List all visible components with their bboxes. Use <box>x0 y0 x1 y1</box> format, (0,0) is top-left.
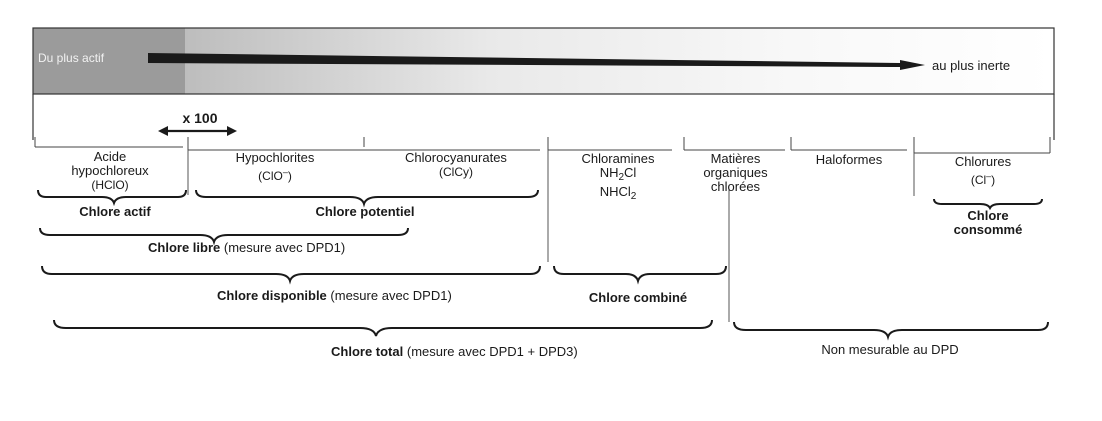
category-hclo <box>40 150 180 192</box>
hclo-line2: hypochloreux <box>71 163 149 178</box>
haloformes-name: Haloformes <box>815 152 883 167</box>
header-left-label: Du plus actif <box>38 51 105 65</box>
hclo-line3: (HClO) <box>91 178 129 192</box>
chlore-total-note: (mesure avec DPD1 + DPD3) <box>406 344 578 359</box>
category-chloramines <box>553 152 683 204</box>
label-chlore-total <box>331 345 578 359</box>
clo-formula: (ClO–) <box>258 167 292 183</box>
matieres-line1: Matières <box>710 151 761 166</box>
category-chlorocyanurates <box>372 151 540 179</box>
label-chlore-actif: Chlore actif <box>79 204 151 219</box>
multiplier-label: x 100 <box>182 110 218 126</box>
double-arrow-icon <box>158 126 237 136</box>
clo-name: Hypochlorites <box>235 150 315 165</box>
chlore-libre-note: (mesure avec DPD1) <box>223 240 346 255</box>
label-chlore-potentiel: Chlore potentiel <box>315 204 415 219</box>
brace-chlore-potentiel <box>196 190 538 204</box>
chlore-libre-title: Chlore libre <box>148 240 221 255</box>
chloramines-formula2: NHCl$_2$ <box>599 184 637 202</box>
category-chlorures <box>916 155 1050 187</box>
chlorures-name: Chlorures <box>954 154 1012 169</box>
label-chlore-libre <box>148 241 345 255</box>
brace-chlore-consomme <box>934 199 1042 208</box>
category-separators <box>35 137 1050 153</box>
clcy-formula: (ClCy) <box>439 165 473 179</box>
brace-chlore-combine <box>554 266 726 281</box>
matieres-line3: chlorées <box>710 179 761 194</box>
clcy-name: Chlorocyanurates <box>405 150 507 165</box>
brace-chlore-total <box>54 320 712 336</box>
header-right-label: au plus inerte <box>932 58 1011 73</box>
label-non-mesurable: Non mesurable au DPD <box>821 342 959 357</box>
matieres-line2: organiques <box>703 165 768 180</box>
chlore-consomme-line1: Chlore <box>967 208 1009 223</box>
label-chlore-disponible <box>217 289 452 303</box>
chlore-disponible-title: Chlore disponible <box>217 288 327 303</box>
category-haloformes <box>791 153 907 167</box>
hclo-line1: Acide <box>93 149 127 164</box>
chloramines-name: Chloramines <box>581 151 655 166</box>
category-hypochlorites <box>200 151 350 183</box>
label-chlore-consomme <box>930 209 1046 237</box>
chloramines-formula1: $NH_2Cl$ <box>599 165 637 183</box>
label-chlore-combine: Chlore combiné <box>588 290 688 305</box>
activity-arrow-icon <box>148 53 925 70</box>
chlore-consomme-line2: consommé <box>953 222 1023 237</box>
chlore-total-title: Chlore total <box>331 344 404 359</box>
brace-non-mesurable <box>734 322 1048 337</box>
category-matieres-organiques <box>683 152 788 194</box>
chlore-disponible-note: (mesure avec DPD1) <box>330 288 452 303</box>
brace-chlore-disponible <box>42 266 540 281</box>
chlorures-formula: (Cl–) <box>970 171 996 187</box>
